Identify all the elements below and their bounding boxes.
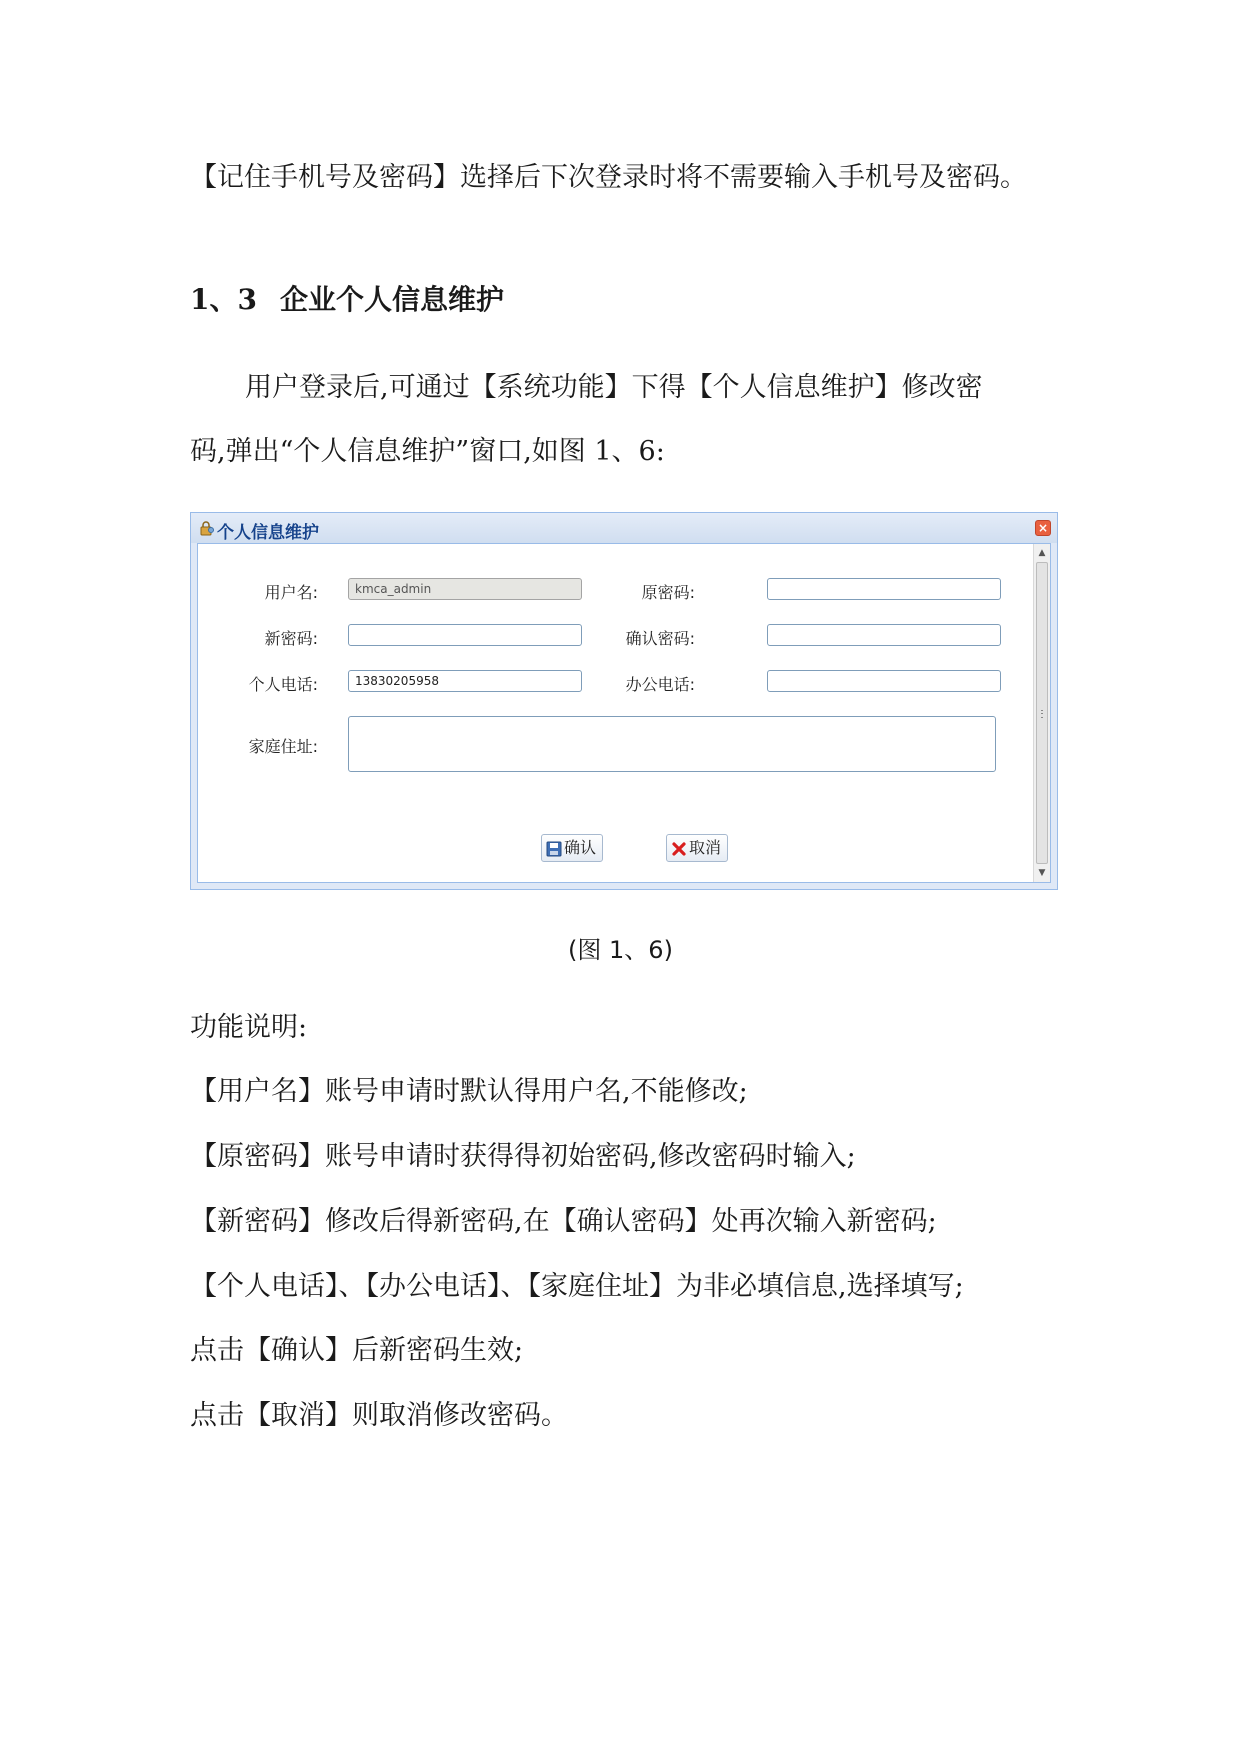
office-phone-label: 办公电话: <box>625 675 695 694</box>
cancel-button[interactable] <box>666 834 728 862</box>
cancel-button-label: 取消 <box>689 838 722 857</box>
confirm-button[interactable] <box>541 834 603 862</box>
intro-text: 【记住手机号及密码】选择后下次登录时将不需要输入手机号及密码。 <box>190 162 1027 193</box>
window-header[interactable] <box>191 513 1057 543</box>
explanation-item: 点击【取消】则取消修改密码。 <box>190 1400 568 1431</box>
personal-phone-field[interactable]: 13830205958 <box>348 670 582 692</box>
explanation-item: 点击【确认】后新密码生效; <box>190 1335 524 1366</box>
confirm-button-label: 确认 <box>564 838 597 857</box>
section-title: 企业个人信息维护 <box>280 283 505 316</box>
section-heading <box>190 278 504 318</box>
personal-info-window <box>190 512 1058 890</box>
new-password-label: 新密码: <box>264 629 318 648</box>
home-address-field[interactable] <box>348 716 996 772</box>
username-label: 用户名: <box>264 583 318 602</box>
personal-phone-label: 个人电话: <box>248 675 318 694</box>
save-disk-icon <box>546 841 562 857</box>
old-password-field[interactable] <box>767 578 1001 600</box>
new-password-field[interactable] <box>348 624 582 646</box>
home-address-label: 家庭住址: <box>248 737 318 756</box>
scroll-thumb[interactable] <box>1036 562 1048 864</box>
window-title: 个人信息维护 <box>217 523 319 543</box>
explanation-item: 【个人电话】、【办公电话】、【家庭住址】为非必填信息,选择填写; <box>190 1271 964 1302</box>
section-number: 1、3 <box>190 283 257 316</box>
grip-icon <box>1041 710 1043 718</box>
paragraph-line-1: 用户登录后,可通过【系统功能】下得【个人信息维护】修改密 <box>245 372 983 403</box>
old-password-label: 原密码: <box>641 583 695 602</box>
scroll-down-icon[interactable]: ▼ <box>1038 868 1046 878</box>
username-field: kmca_admin <box>348 578 582 600</box>
confirm-password-label: 确认密码: <box>625 629 695 648</box>
paragraph-line-2: 码,弹出“个人信息维护”窗口,如图 1、6: <box>190 436 665 467</box>
office-phone-field[interactable] <box>767 670 1001 692</box>
lock-user-icon <box>199 520 215 536</box>
explanation-item: 【原密码】账号申请时获得得初始密码,修改密码时输入; <box>190 1141 856 1172</box>
explanation-item: 【新密码】修改后得新密码,在【确认密码】处再次输入新密码; <box>190 1206 937 1237</box>
vertical-scrollbar[interactable] <box>1033 544 1050 882</box>
figure-caption: (图 1、6) <box>568 936 673 964</box>
confirm-password-field[interactable] <box>767 624 1001 646</box>
explanation-heading: 功能说明: <box>190 1012 308 1043</box>
window-body <box>197 543 1051 883</box>
explanation-item: 【用户名】账号申请时默认得用户名,不能修改; <box>190 1076 748 1107</box>
close-icon[interactable]: × <box>1035 520 1051 536</box>
red-x-icon <box>671 841 687 857</box>
scroll-up-icon[interactable]: ▲ <box>1038 548 1046 558</box>
